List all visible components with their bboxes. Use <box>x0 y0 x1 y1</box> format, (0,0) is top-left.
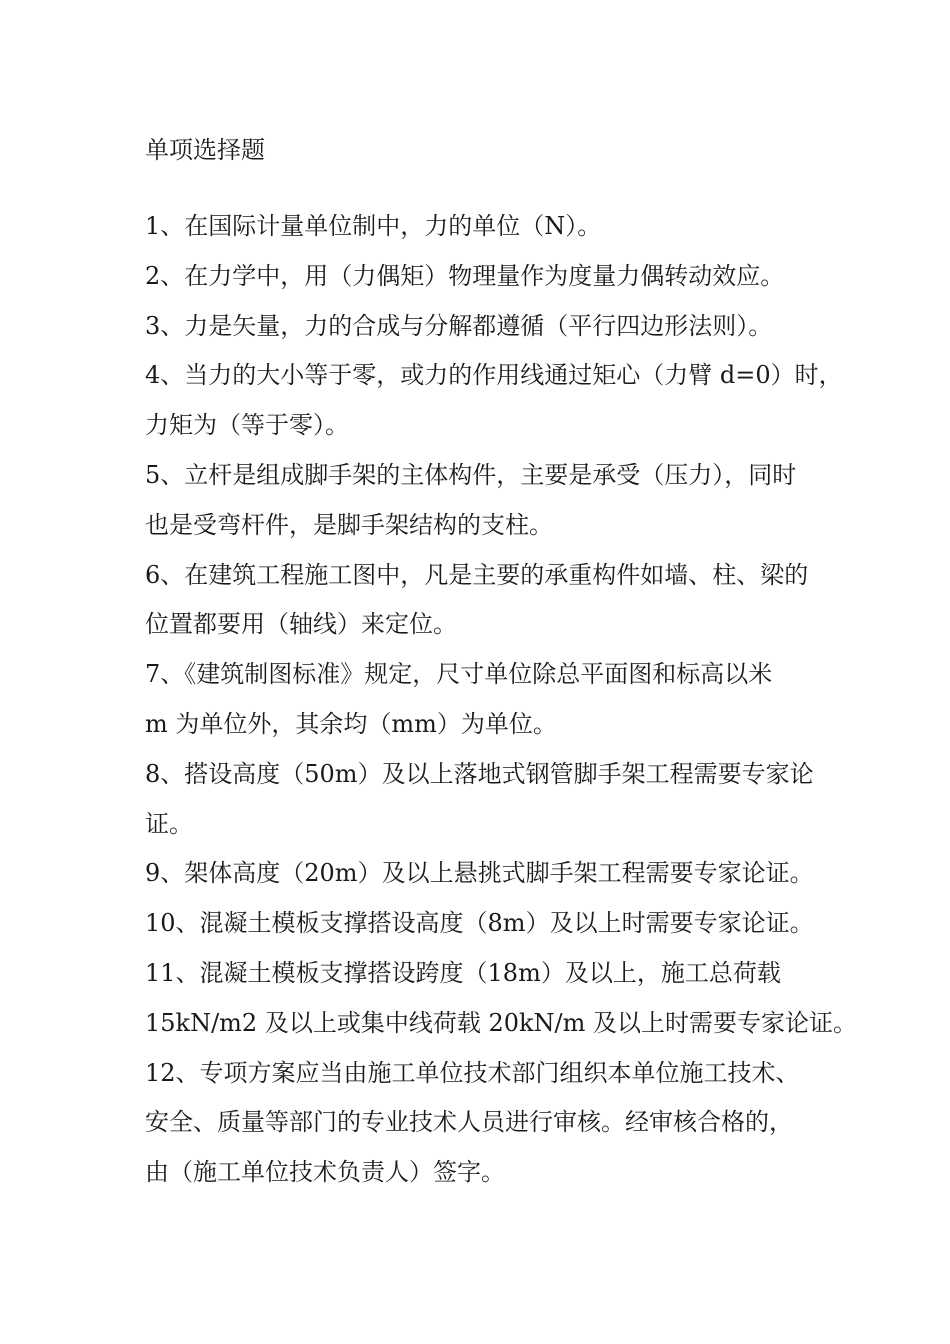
text-line: 10、混凝土模板支撑搭设高度（8m）及以上时需要专家论证。 <box>145 909 814 938</box>
text-line: 安全、质量等部门的专业技术人员进行审核。经审核合格的， <box>145 1108 793 1137</box>
text-line: 4、当力的大小等于零，或力的作用线通过矩心（力臂 d=0）时， <box>145 361 843 390</box>
text-line: 6、在建筑工程施工图中，凡是主要的承重构件如墙、柱、梁的 <box>145 560 809 589</box>
text-line: 15kN/m2 及以上或集中线荷载 20kN/m 及以上时需要专家论证。 <box>145 1008 858 1037</box>
text-line: m 为单位外，其余均（mm）为单位。 <box>145 709 557 738</box>
text-line: 证。 <box>145 809 193 838</box>
text-line: 8、搭设高度（50m）及以上落地式钢管脚手架工程需要专家论 <box>145 759 814 788</box>
question-list <box>145 208 858 1204</box>
text-line: 12、专项方案应当由施工单位技术部门组织本单位施工技术、 <box>145 1058 800 1087</box>
text-line: 7、《建筑制图标准》规定，尺寸单位除总平面图和标高以米 <box>145 660 773 689</box>
text-line: 11、混凝土模板支撑搭设跨度（18m）及以上，施工总荷载 <box>145 958 781 987</box>
text-line: 9、架体高度（20m）及以上悬挑式脚手架工程需要专家论证。 <box>145 859 814 888</box>
text-line: 由（施工单位技术负责人）签字。 <box>145 1158 505 1187</box>
text-line: 1、在国际计量单位制中，力的单位（N）。 <box>145 212 602 240</box>
text-line: 3、力是矢量，力的合成与分解都遵循（平行四边形法则）。 <box>145 311 773 340</box>
section-heading: 单项选择题 <box>145 136 265 164</box>
text-line: 位置都要用（轴线）来定位。 <box>145 610 457 639</box>
text-line: 也是受弯杆件，是脚手架结构的支柱。 <box>145 510 553 539</box>
text-line: 5、立杆是组成脚手架的主体构件，主要是承受（压力），同时 <box>145 460 797 489</box>
text-line: 力矩为（等于零）。 <box>145 411 349 440</box>
text-line: 2、在力学中，用（力偶矩）物理量作为度量力偶转动效应。 <box>145 261 785 290</box>
